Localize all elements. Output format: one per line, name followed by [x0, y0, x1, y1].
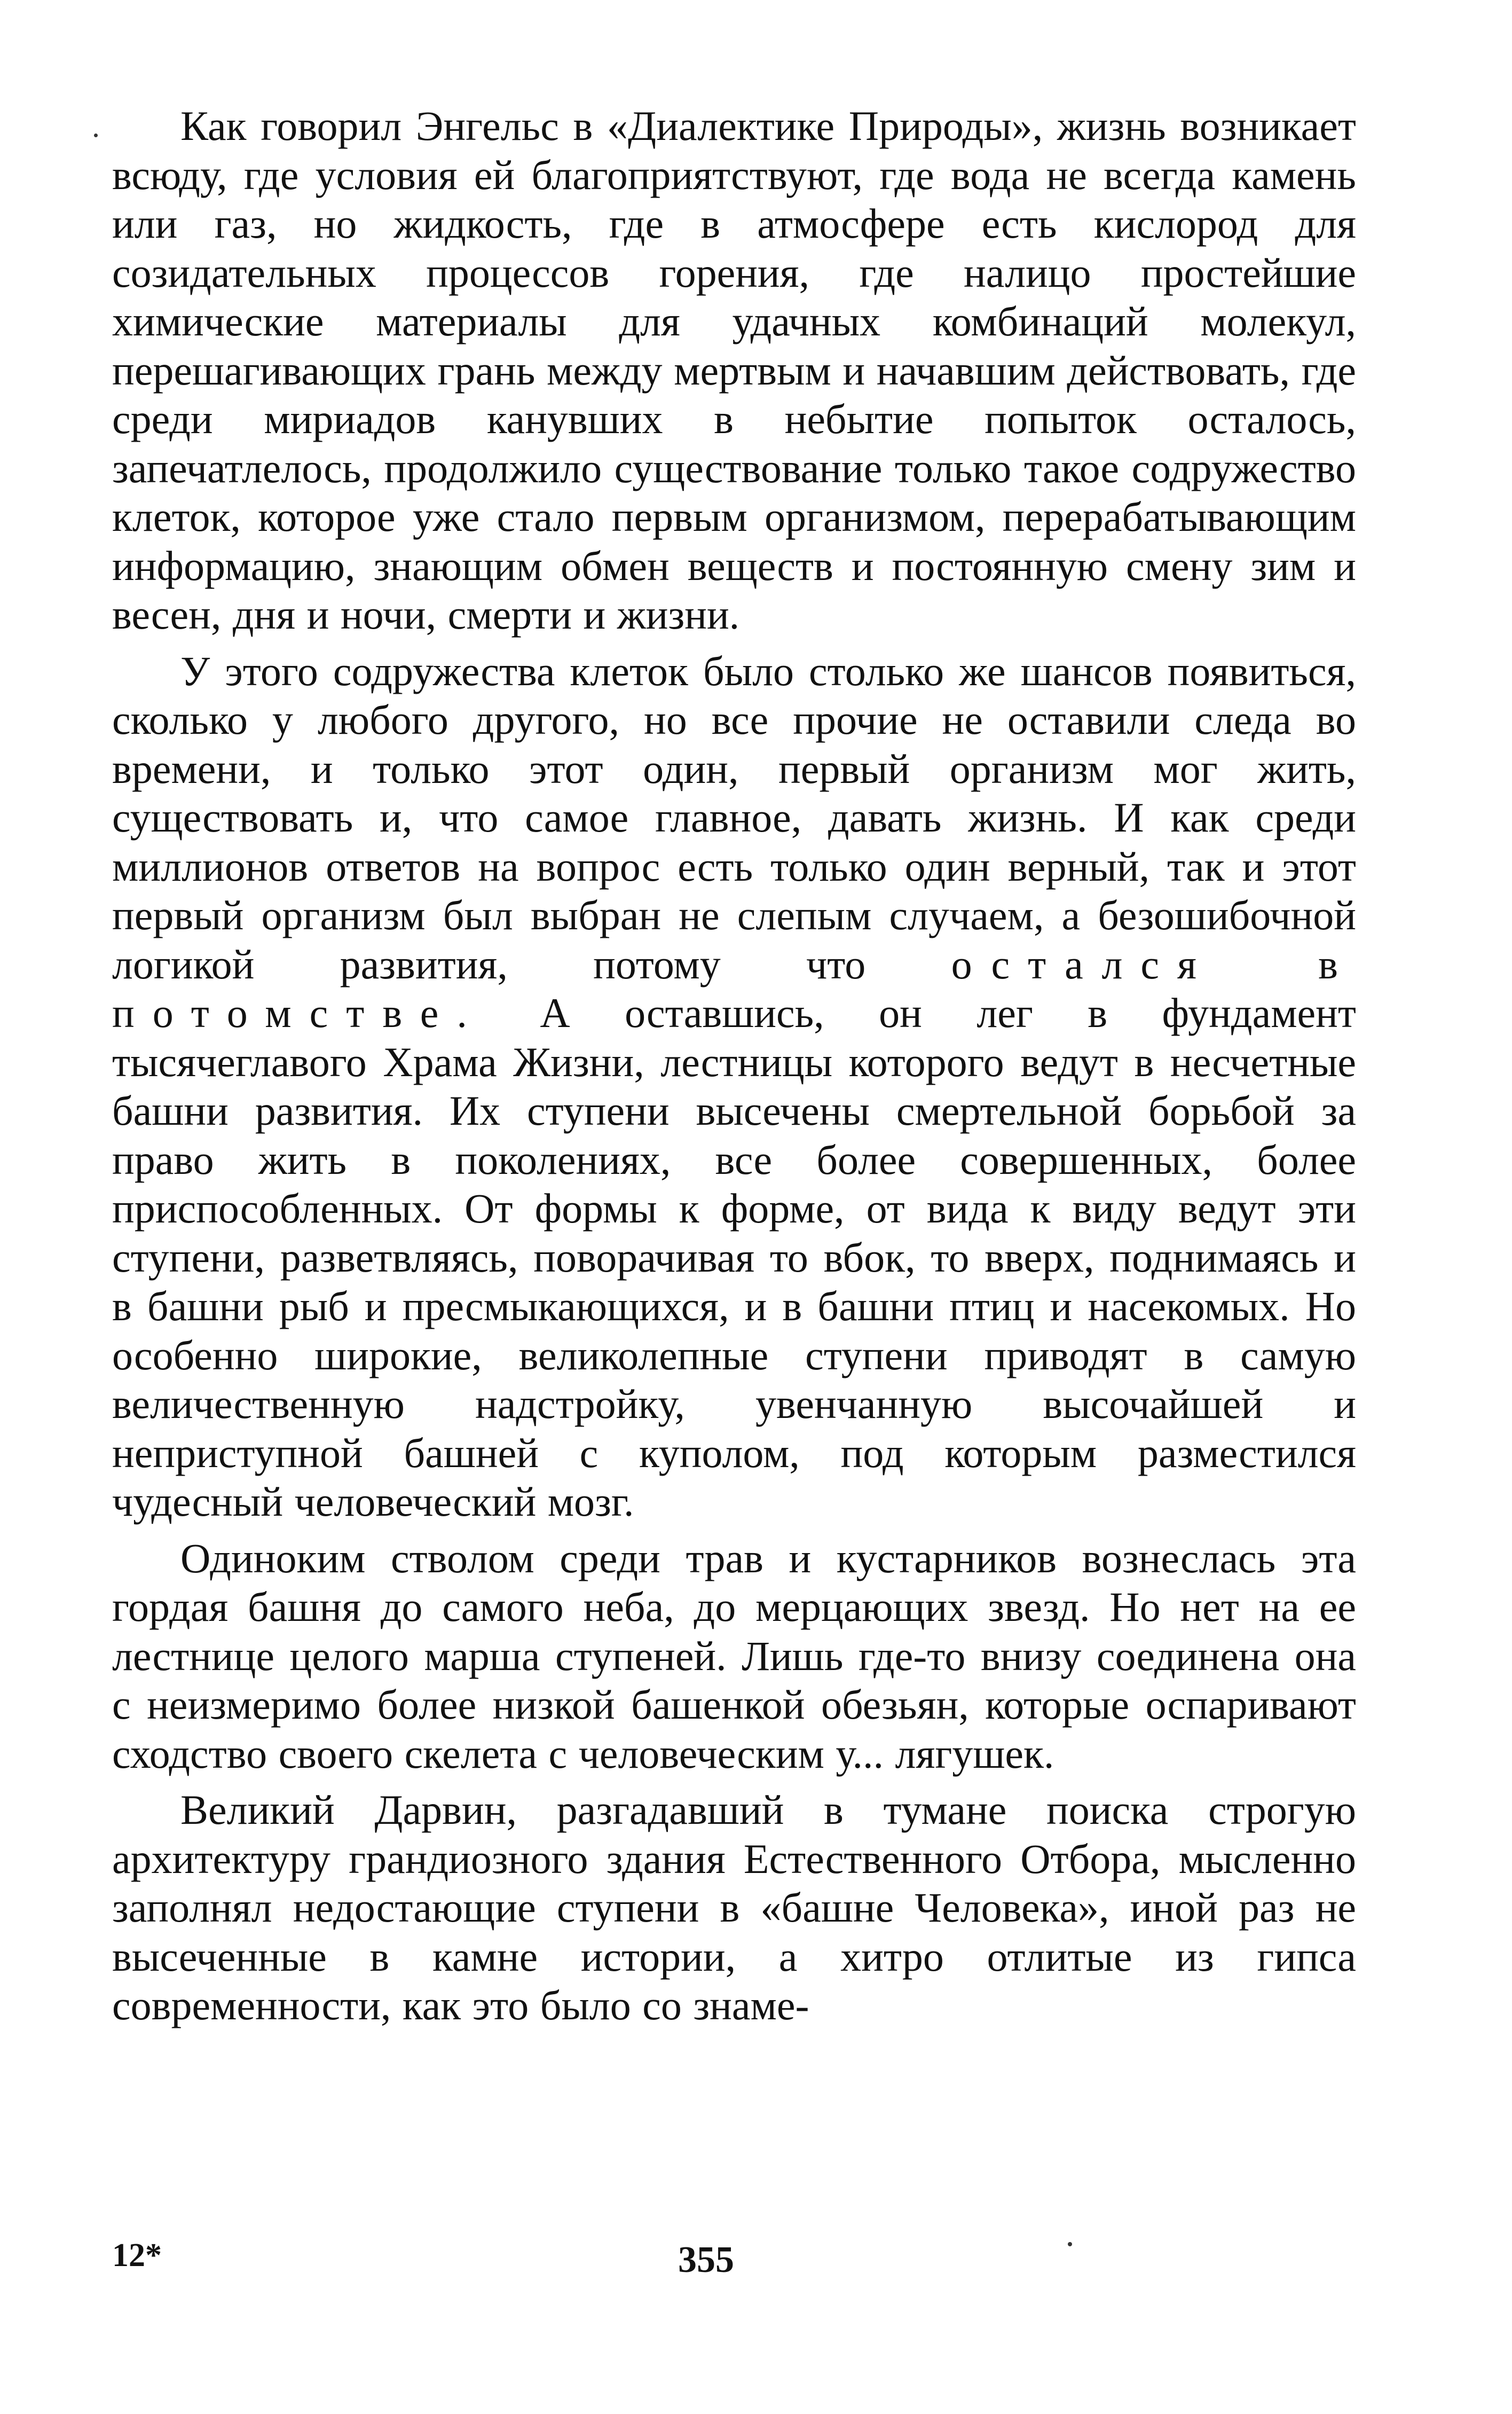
paragraph-2	[112, 647, 1356, 1526]
paragraph-2-text-start: У этого содружества клеток было столько же шансов появиться, сколько у любого другого, но все прочие не оставили следа во времени, и только этот один, первый организм мог жить, существовать и, что самое главное, давать жизнь. И как среди миллионов ответов на вопрос есть только один верный, так и этот первый организм был выбран не слепым случаем, а безошибочной логикой развития, потому что	[112, 647, 1356, 987]
page-number: 355	[678, 2239, 734, 2280]
paragraph-2-emphasis-spaced: остался в потомстве.	[112, 940, 1357, 1036]
page-body	[112, 101, 1356, 2030]
paragraph-1: Как говорил Энгельс в «Диалектике Природы», жизнь возникает всюду, где условия ей благоприятствуют, где вода не всегда камень или газ, но жидкость, где в атмосфере есть кислород для созидательных процессов горения, где налицо простейшие химические материалы для удачных комбинаций молекул, перешагивающих грань между мертвым и начавшим действовать, где среди мириадов канувших в небытие попыток осталось, запечатлелось, продолжило существование только такое содружество клеток, которое уже стало первым организмом, перерабатывающим информацию, знающим обмен веществ и постоянную смену зим и весен, дня и ночи, смерти и жизни.	[112, 103, 1356, 638]
paragraph-4: Великий Дарвин, разгадавший в тумане поиска строгую архитектуру грандиозного здания Естественного Отбора, мысленно заполнял недостающие ступени в «башне Человека», иной раз не высеченные в камне истории, а хитро отлитые из гипса современности, как это было со знаме-	[112, 1786, 1356, 2028]
print-speck-dot	[94, 134, 98, 137]
page-footer	[112, 2237, 1356, 2285]
paragraph-3: Одиноким стволом среди трав и кустарников вознеслась эта гордая башня до самого неба, до мерцающих звезд. Но нет на ее лестнице целого марша ступеней. Лишь где-то внизу соединена она с неизмеримо более низкой башенкой обезьян, которые оспаривают сходство своего скелета с человеческим у... лягушек.	[112, 1534, 1356, 1777]
paragraph-2-text-end: А оставшись, он лег в фундамент тысячеглавого Храма Жизни, лестницы которого ведут в несчетные башни развития. Их ступени высечены смертельной борьбой за право жить в поколениях, все более совершенных, более приспособленных. От формы к форме, от вида к виду ведут эти ступени, разветвляясь, поворачивая то вбок, то вверх, поднимаясь и в башни рыб и пресмыкающихся, и в башни птиц и насекомых. Но особенно широкие, великолепные ступени приводят в самую величественную надстройку, увенчанную высочайшей и неприступной башней с куполом, под которым разместился чудесный человеческий мозг.	[112, 990, 1357, 1525]
print-speck-dot	[1068, 2242, 1072, 2246]
signature-mark: 12*	[112, 2237, 162, 2274]
